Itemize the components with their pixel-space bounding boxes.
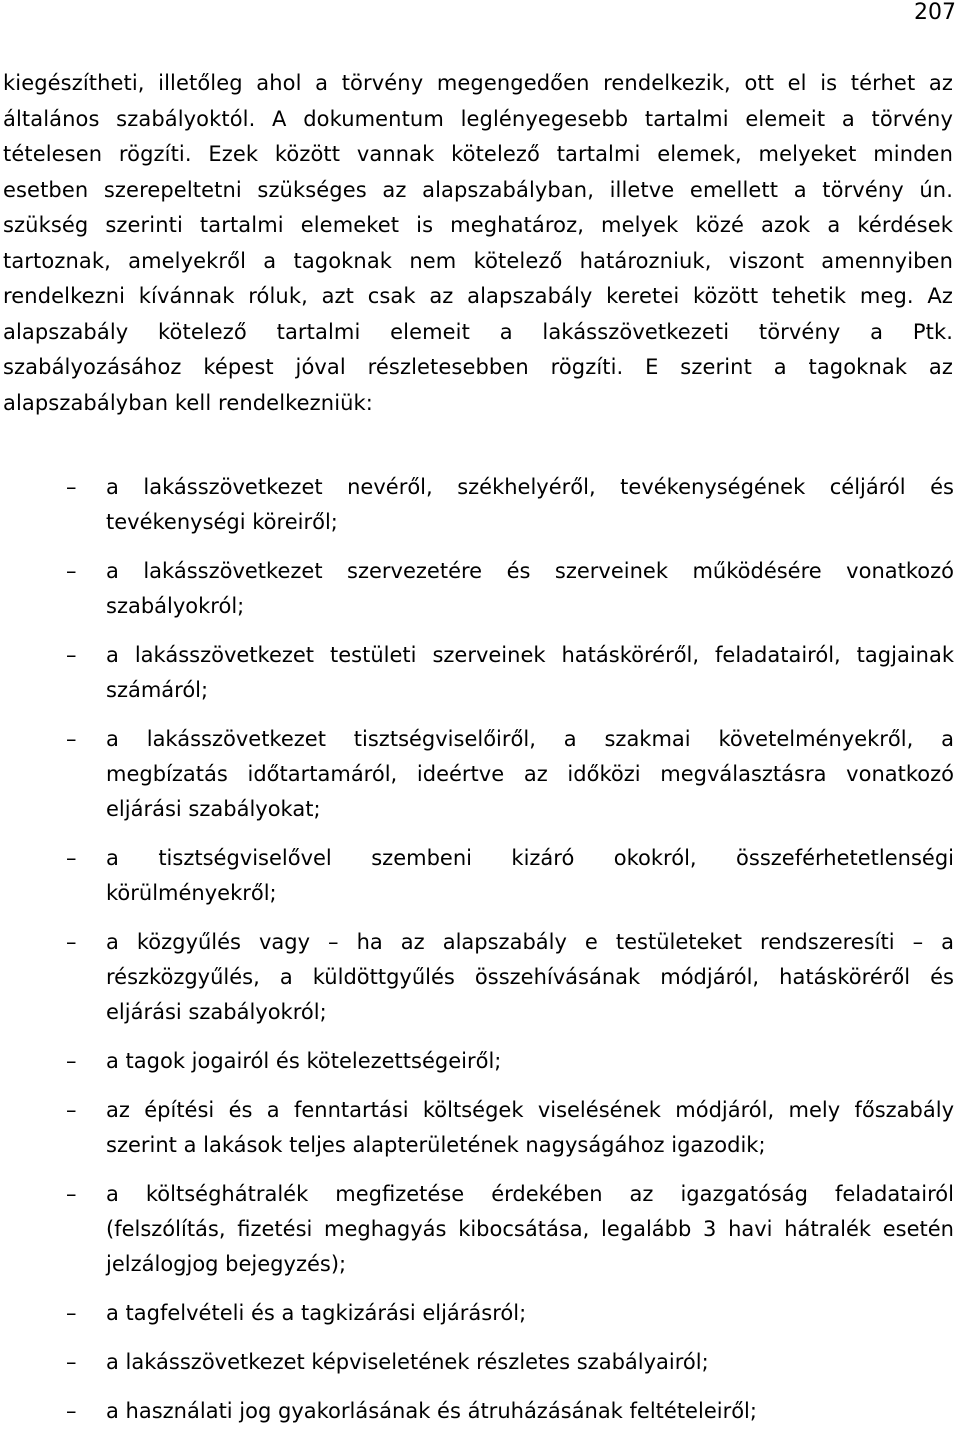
list-item xyxy=(0,925,960,1030)
requirements-list xyxy=(0,470,960,1429)
list-item-text: a lakásszövetkezet képviseletének részletes szabályairól; xyxy=(106,1350,709,1374)
list-item-text: a tisztségviselővel szembeni kizáró okokról, összeférhetetlenségi körülményekről; xyxy=(106,846,954,905)
page-number: 207 xyxy=(914,0,956,25)
dash-bullet: – xyxy=(66,930,77,954)
intro-paragraph: kiegészítheti, illetőleg ahol a törvény megengedően rendelkezik, ott el is térhet az általános szabályoktól. A dokumentum leglényegesebb tartalmi elemeit a törvény tételesen rögzíti. Ezek között vannak kötelező tartalmi elemek, melyeket minden esetben szerepeltetni szükséges az alapszabályban, illetve emellett a törvény ún. szükség szerinti tartalmi elemeket is meghatároz, melyek közé azok a kérdések tartoznak, amelyekről a tagoknak nem kötelező határozniuk, viszont amennyiben rendelkezni kívánnak róluk, azt csak az alapszabály keretei között tehetik meg. Az alapszabály kötelező tartalmi elemeit a lakásszövetkezeti törvény a Ptk. szabályozásához képest jóval részletesebben rögzíti. E szerint a tagoknak az alapszabályban kell rendelkezniük: xyxy=(3,71,953,415)
list-item-text: a tagfelvételi és a tagkizárási eljárásról; xyxy=(106,1301,527,1325)
list-item xyxy=(0,1296,960,1331)
dash-bullet: – xyxy=(66,846,77,870)
list-item-text: a tagok jogairól és kötelezettségeiről; xyxy=(106,1049,502,1073)
list-item-text: a költséghátralék megfizetése érdekében az igazgatóság feladatairól (felszólítás, fizetési meghagyás kibocsátása, legalább 3 havi hátralék esetén jelzálogjog bejegyzés); xyxy=(106,1182,954,1276)
list-item xyxy=(0,1345,960,1380)
list-item xyxy=(0,1044,960,1079)
list-item xyxy=(0,638,960,708)
dash-bullet: – xyxy=(66,727,77,751)
dash-bullet: – xyxy=(66,475,77,499)
list-item xyxy=(0,1093,960,1163)
list-item-text: a használati jog gyakorlásának és átruházásának feltételeiről; xyxy=(106,1399,757,1423)
list-item xyxy=(0,1394,960,1429)
dash-bullet: – xyxy=(66,1399,77,1423)
list-item xyxy=(0,1177,960,1282)
dash-bullet: – xyxy=(66,1098,77,1122)
list-item-text: a lakásszövetkezet szervezetére és szerveinek működésére vonatkozó szabályokról; xyxy=(106,559,954,618)
list-item xyxy=(0,470,960,540)
list-item-text: az építési és a fenntartási költségek viselésének módjáról, mely főszabály szerint a lakások teljes alapterületének nagyságához igazodik; xyxy=(106,1098,954,1157)
dash-bullet: – xyxy=(66,1301,77,1325)
list-item-text: a lakásszövetkezet tisztségviselőiről, a szakmai követelményekről, a megbízatás időtartamáról, ideértve az időközi megválasztásra vonatkozó eljárási szabályokat; xyxy=(106,727,954,821)
list-item-text: a lakásszövetkezet nevéről, székhelyéről, tevékenységének céljáról és tevékenységi köreiről; xyxy=(106,475,954,534)
dash-bullet: – xyxy=(66,643,77,667)
list-item-text: a közgyűlés vagy – ha az alapszabály e testületeket rendszeresíti – a részközgyűlés, a küldöttgyűlés összehívásának módjáról, hatásköréről és eljárási szabályokról; xyxy=(106,930,954,1024)
dash-bullet: – xyxy=(66,1182,77,1206)
dash-bullet: – xyxy=(66,559,77,583)
dash-bullet: – xyxy=(66,1350,77,1374)
list-item xyxy=(0,841,960,911)
list-item-text: a lakásszövetkezet testületi szerveinek hatásköréről, feladatairól, tagjainak számáról; xyxy=(106,643,954,702)
list-item xyxy=(0,722,960,827)
dash-bullet: – xyxy=(66,1049,77,1073)
list-item xyxy=(0,554,960,624)
